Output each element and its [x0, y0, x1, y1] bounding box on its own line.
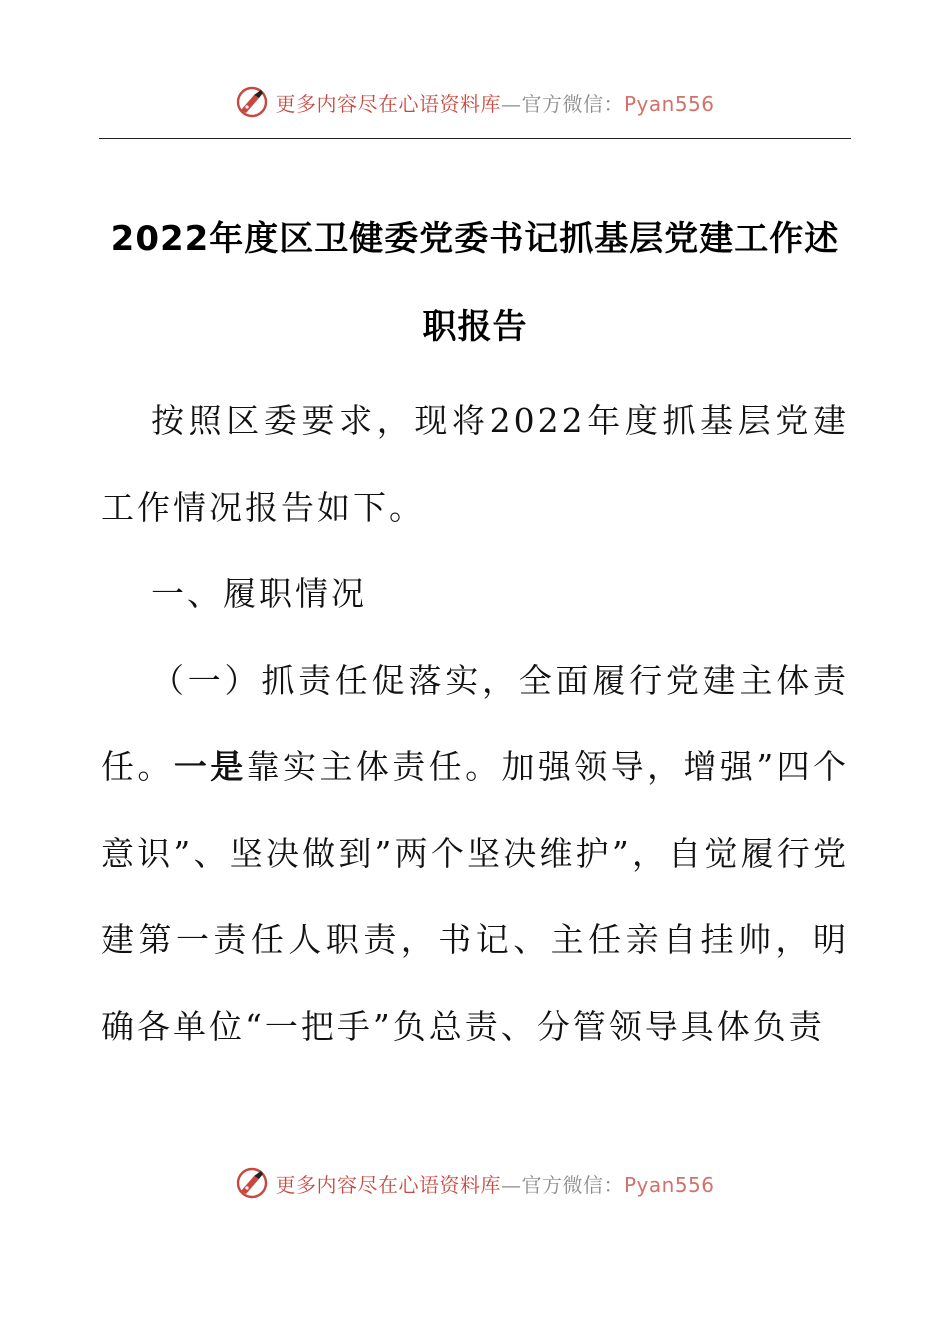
- subsection-heading-text: （一）抓责任促落实，全面履行党建主体责任。: [101, 660, 849, 786]
- watermark-wechat-id: Pyan556: [623, 1172, 715, 1197]
- watermark-text: [275, 88, 714, 117]
- header-divider: [99, 138, 851, 139]
- intro-paragraph: 按照区委要求，现将2022年度抓基层党建工作情况报告如下。: [101, 401, 849, 527]
- watermark-main-text: 更多内容尽在心语资料库: [275, 91, 501, 116]
- section-heading: 一、履职情况: [151, 574, 367, 613]
- pen-nib-logo-icon: [235, 85, 269, 119]
- watermark-main-text: 更多内容尽在心语资料库: [275, 1172, 501, 1197]
- watermark-wechat-id: Pyan556: [623, 91, 715, 116]
- watermark-text: [275, 1169, 714, 1198]
- watermark-channel-label: 官方微信：: [521, 1172, 624, 1197]
- body-paragraph: [101, 638, 849, 1071]
- watermark-dash: —: [500, 1172, 522, 1197]
- header-watermark: [0, 82, 950, 122]
- footer-watermark: [0, 1163, 950, 1203]
- pen-nib-logo-icon: [235, 1166, 269, 1200]
- watermark-dash: —: [500, 91, 522, 116]
- document-title: 2022年度区卫健委党委书记抓基层党建工作述职报告: [110, 219, 840, 347]
- watermark-channel-label: 官方微信：: [521, 91, 624, 116]
- document-body: [101, 378, 849, 1070]
- bold-lead-text: 一是: [173, 747, 247, 786]
- paragraph-body-text: 靠实主体责任。加强领导，增强”四个意识”、坚决做到”两个坚决维护”，自觉履行党建第一责任人职责，书记、主任亲自挂帅，明确各单位“一把手”负总责、分管领导具体负责: [101, 747, 849, 1046]
